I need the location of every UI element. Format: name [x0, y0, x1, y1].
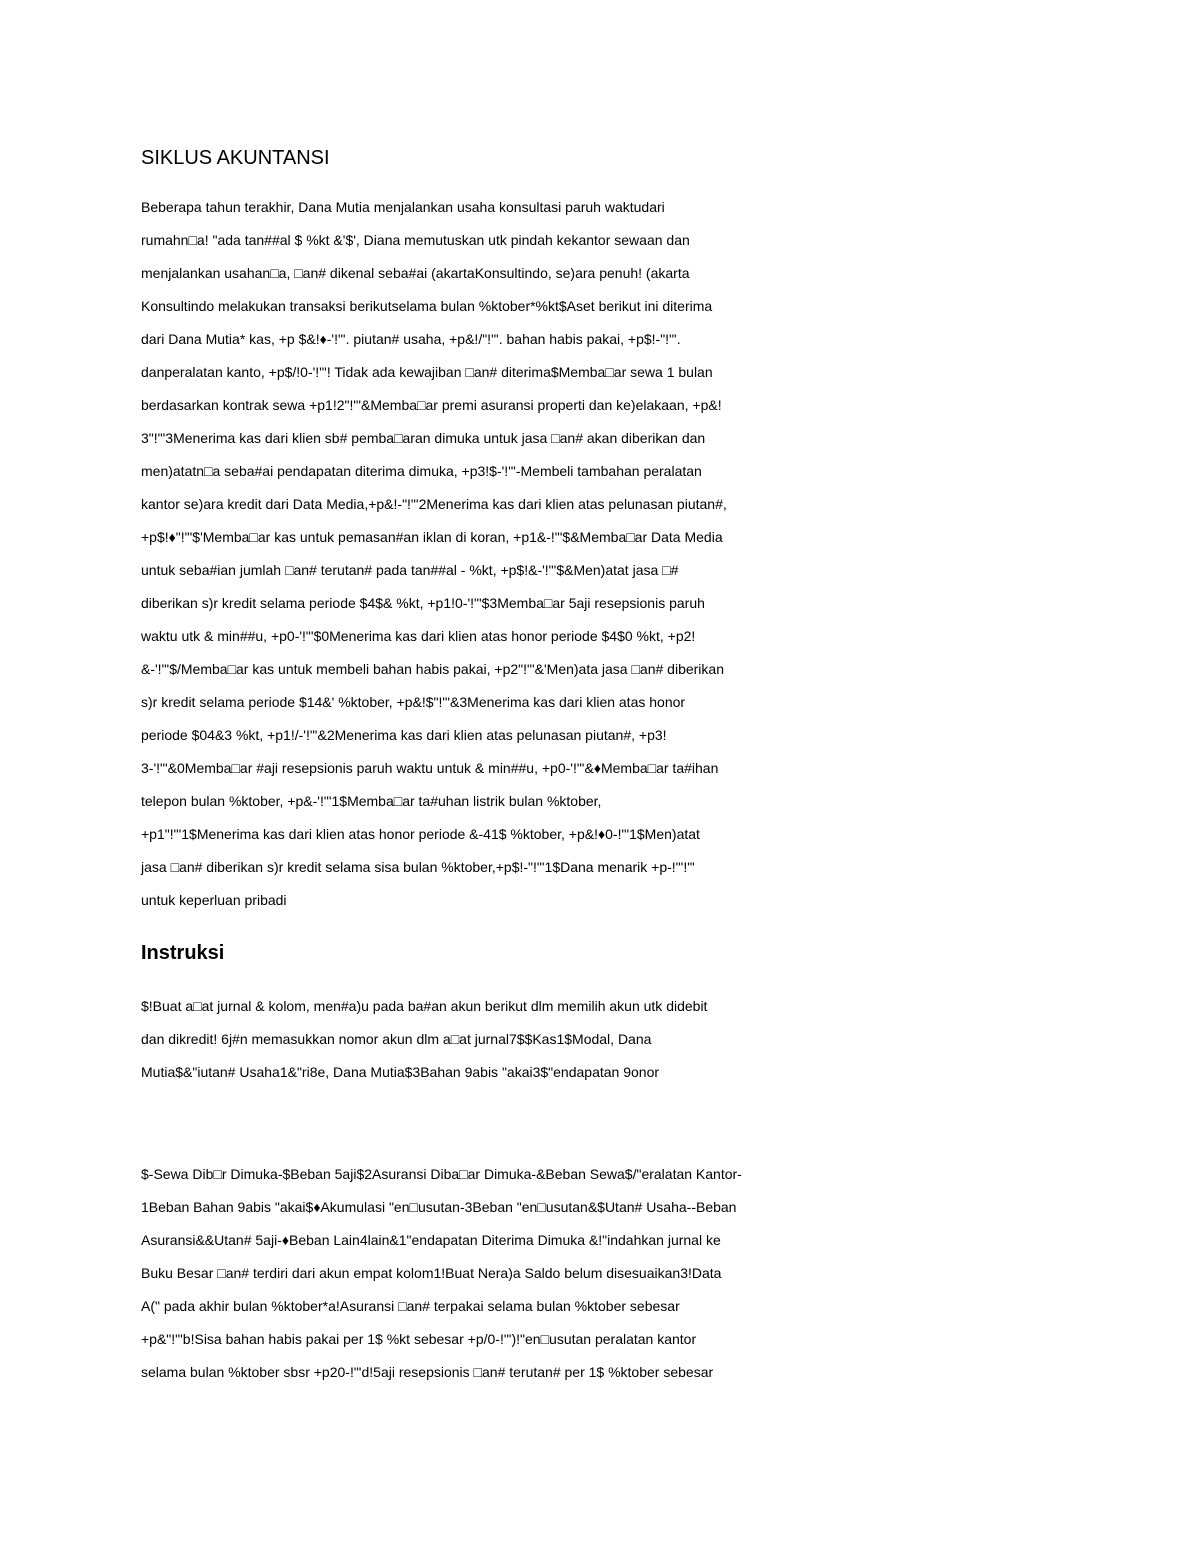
text-line: Beberapa tahun terakhir, Dana Mutia menjalankan usaha konsultasi paruh waktudari: [141, 199, 665, 215]
text-line: dan dikredit! 6j#n memasukkan nomor akun dlm a□at jurnal7$$Kas1$Modal, Dana: [141, 1031, 652, 1047]
paragraph-instructions: [141, 990, 1081, 1089]
text-line: $!Buat a□at jurnal & kolom, men#a)u pada ba#an akun berikut dlm memilih akun utk didebit: [141, 998, 708, 1014]
text-line: 3-'!"'&0Memba□ar #aji resepsionis paruh waktu untuk & min##u, +p0-'!"'&♦Memba□ar ta#ihan: [141, 760, 719, 776]
text-line: untuk seba#ian jumlah □an# terutan# pada tan##al - %kt, +p$!&-'!"'$&Men)atat jasa □#: [141, 562, 679, 578]
text-line: Buku Besar □an# terdiri dari akun empat kolom1!Buat Nera)a Saldo belum disesuaikan3!Data: [141, 1265, 722, 1281]
text-line: +p$!♦"!"'$'Memba□ar kas untuk pemasan#an iklan di koran, +p1&-!"'$&Memba□ar Data Media: [141, 529, 723, 545]
paragraph-account-list: [141, 1158, 1081, 1389]
text-line: +p&"!"'b!Sisa bahan habis pakai per 1$ %kt sebesar +p/0-!"')!"en□usutan peralatan kantor: [141, 1331, 697, 1347]
text-line: 1Beban Bahan 9abis "akai$♦Akumulasi "en□usutan-3Beban "en□usutan&$Utan# Usaha--Beban: [141, 1199, 737, 1215]
text-line: untuk keperluan pribadi: [141, 892, 287, 908]
text-line: $-Sewa Dib□r Dimuka-$Beban 5aji$2Asuransi Diba□ar Dimuka-&Beban Sewa$/"eralatan Kantor-: [141, 1166, 742, 1182]
text-line: &-'!"'$/Memba□ar kas untuk membeli bahan habis pakai, +p2"!"'&'Men)ata jasa □an# diberikan: [141, 661, 724, 677]
text-line: Konsultindo melakukan transaksi berikutselama bulan %ktober*%kt$Aset berikut ini diterima: [141, 298, 713, 314]
document-title: SIKLUS AKUNTANSI: [141, 147, 330, 169]
instruction-heading: Instruksi: [141, 942, 225, 964]
text-line: berdasarkan kontrak sewa +p1!2"!"'&Memba□ar premi asuransi properti dan ke)elakaan, +p&!: [141, 397, 722, 413]
text-line: +p1"!"'1$Menerima kas dari klien atas honor periode &-41$ %ktober, +p&!♦0-!"'1$Men)atat: [141, 826, 700, 842]
text-line: periode $04&3 %kt, +p1!/-'!"'&2Menerima kas dari klien atas pelunasan piutan#, +p3!: [141, 727, 667, 743]
text-line: menjalankan usahan□a, □an# dikenal seba#ai (akartaKonsultindo, se)ara penuh! (akarta: [141, 265, 690, 281]
text-line: rumahn□a! "ada tan##al $ %kt &'$', Diana memutuskan utk pindah kekantor sewaan dan: [141, 232, 690, 248]
text-line: Asuransi&&Utan# 5aji-♦Beban Lain4lain&1"endapatan Diterima Dimuka &!"indahkan jurnal ke: [141, 1232, 721, 1248]
text-line: kantor se)ara kredit dari Data Media,+p&!-"!"'2Menerima kas dari klien atas pelunasan piutan#,: [141, 496, 727, 512]
text-line: diberikan s)r kredit selama periode $4$& %kt, +p1!0-'!"'$3Memba□ar 5aji resepsionis paruh: [141, 595, 705, 611]
text-line: telepon bulan %ktober, +p&-'!"'1$Memba□ar ta#uhan listrik bulan %ktober,: [141, 793, 602, 809]
text-line: s)r kredit selama periode $14&' %ktober, +p&!$"!"'&3Menerima kas dari klien atas honor: [141, 694, 686, 710]
text-line: jasa □an# diberikan s)r kredit selama sisa bulan %ktober,+p$!-"!"'1$Dana menarik +p-!"'!"': [141, 859, 695, 875]
text-line: dari Dana Mutia* kas, +p $&!♦-'!"'. piutan# usaha, +p&!/"!"'. bahan habis pakai, +p$!-"!"'.: [141, 331, 681, 347]
text-line: waktu utk & min##u, +p0-'!"'$0Menerima kas dari klien atas honor periode $4$0 %kt, +p2!: [141, 628, 696, 644]
text-line: 3"!"'3Menerima kas dari klien sb# pemba□aran dimuka untuk jasa □an# akan diberikan dan: [141, 430, 706, 446]
text-line: men)atatn□a seba#ai pendapatan diterima dimuka, +p3!$-'!"'-Membeli tambahan peralatan: [141, 463, 702, 479]
text-line: A(" pada akhir bulan %ktober*a!Asuransi □an# terpakai selama bulan %ktober sebesar: [141, 1298, 680, 1314]
paragraph-case-description: [141, 191, 1081, 917]
text-line: Mutia$&"iutan# Usaha1&"ri8e, Dana Mutia$3Bahan 9abis "akai3$"endapatan 9onor: [141, 1064, 660, 1080]
text-line: danperalatan kanto, +p$/!0-'!"'! Tidak ada kewajiban □an# diterima$Memba□ar sewa 1 bulan: [141, 364, 713, 380]
text-line: selama bulan %ktober sbsr +p20-!"'d!5aji resepsionis □an# terutan# per 1$ %ktober sebesar: [141, 1364, 714, 1380]
